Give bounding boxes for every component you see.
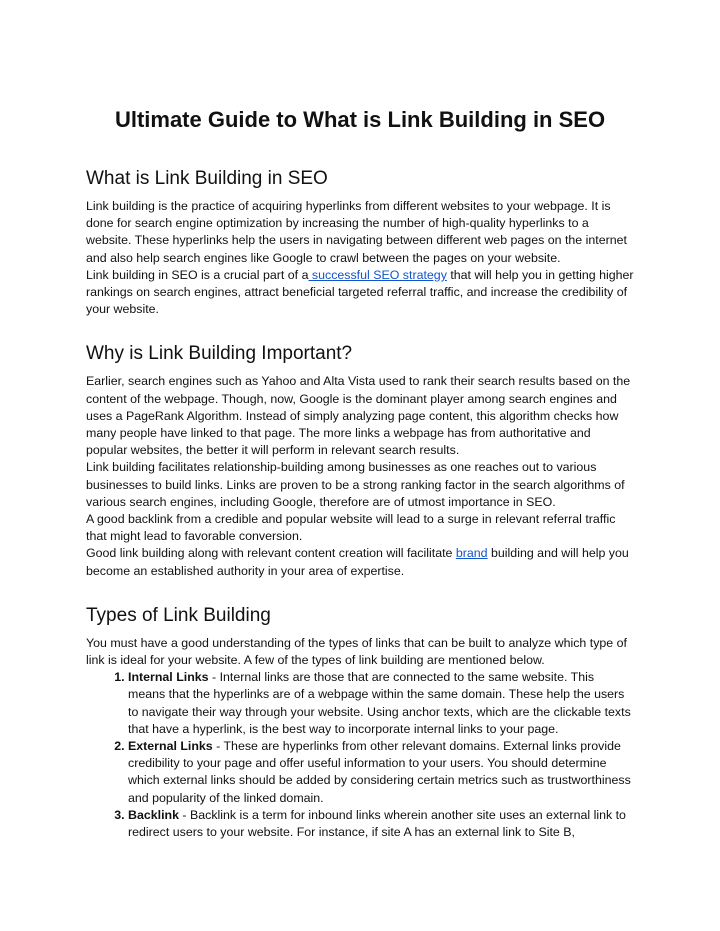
link-brand[interactable]: brand: [455, 546, 488, 561]
section-heading-what-is: What is Link Building in SEO: [86, 168, 328, 189]
paragraph-definition-text: Link building is the practice of acquiring hyperlinks from different websites to your webpage. It is done for search engine optimization by increasing the number of high-quality hyperlinks to a website. These hyperlinks help the users in navigating between different web pages on the internet and also help search engines like Google to crawl between the pages on your website.: [86, 199, 627, 265]
paragraph-why-1: Earlier, search engines such as Yahoo and Alta Vista used to rank their search results based on the content of the webpage. Though, now, Google is the dominant player among search engines and uses a PageRank Algorithm. Instead of simply analyzing page content, this algorithm checks how many people have linked to that page. The more links a webpage has from authoritative and popular websites, the better it will perform in relevant search results.: [86, 374, 631, 458]
list-item: [128, 807, 634, 841]
page-title: Ultimate Guide to What is Link Building in SEO: [114, 107, 606, 132]
list-item: [128, 669, 634, 738]
section-heading-why: Why is Link Building Important?: [86, 343, 353, 365]
paragraph-types-intro: You must have a good understanding of the types of links that can be built to analyze which type of link is ideal for your website. A few of the types of link building are mentioned below.: [86, 635, 627, 668]
list-item-term: External Links: [128, 739, 213, 754]
section-what-is-link-building: [86, 166, 634, 318]
paragraph-why-2: Link building facilitates relationship-building among businesses as one reaches out to various businesses to build links. Links are proven to be a strong ranking factor in the search algorithms of various search engines, including Google, therefore are of utmost importance in SEO.: [86, 460, 625, 509]
paragraph-why-4-before: Good link building along with relevant content creation will facilitate: [86, 546, 456, 561]
section-types: [86, 603, 634, 841]
link-successful-seo-strategy[interactable]: successful SEO strategy: [308, 267, 447, 282]
list-item-term: Backlink: [128, 807, 179, 822]
paragraph-crucial-before: Link building in SEO is a crucial part of a: [86, 267, 309, 282]
paragraph-definition: [86, 198, 634, 318]
paragraph-crucial-after: that will help you in getting higher rankings on search engines, attract beneficial targeted referral traffic, and increase the credibility of your website.: [86, 267, 634, 317]
paragraph-why: [86, 373, 634, 579]
list-item-term: Internal Links: [128, 670, 209, 685]
section-why-important: [86, 341, 634, 579]
section-heading-types: Types of Link Building: [86, 604, 271, 626]
list-item: [128, 738, 634, 807]
list-item-desc: - These are hyperlinks from other relevant domains. External links provide credibility to your page and offer useful information to your users. You should determine which external links should be added by considering certain metrics such as trustworthiness and popularity of the linked domain.: [128, 739, 631, 805]
list-item-desc: - Internal links are those that are connected to the same website. This means that the hyperlinks are of a webpage within the same domain. These help the users to navigate their way through your website. Using anchor texts, which are the clickable texts that have a hyperlink, is the best way to incorporate internal links to your page.: [128, 670, 631, 736]
paragraph-why-4-after: building and will help you become an established authority in your area of expertise.: [86, 546, 629, 578]
list-item-desc: - Backlink is a term for inbound links wherein another site uses an external link to redirect users to your website. For instance, if site A has an external link to Site B,: [128, 807, 626, 840]
types-list: [86, 669, 634, 841]
paragraph-why-3: A good backlink from a credible and popular website will lead to a surge in relevant referral traffic that might lead to favorable conversion.: [86, 512, 616, 544]
